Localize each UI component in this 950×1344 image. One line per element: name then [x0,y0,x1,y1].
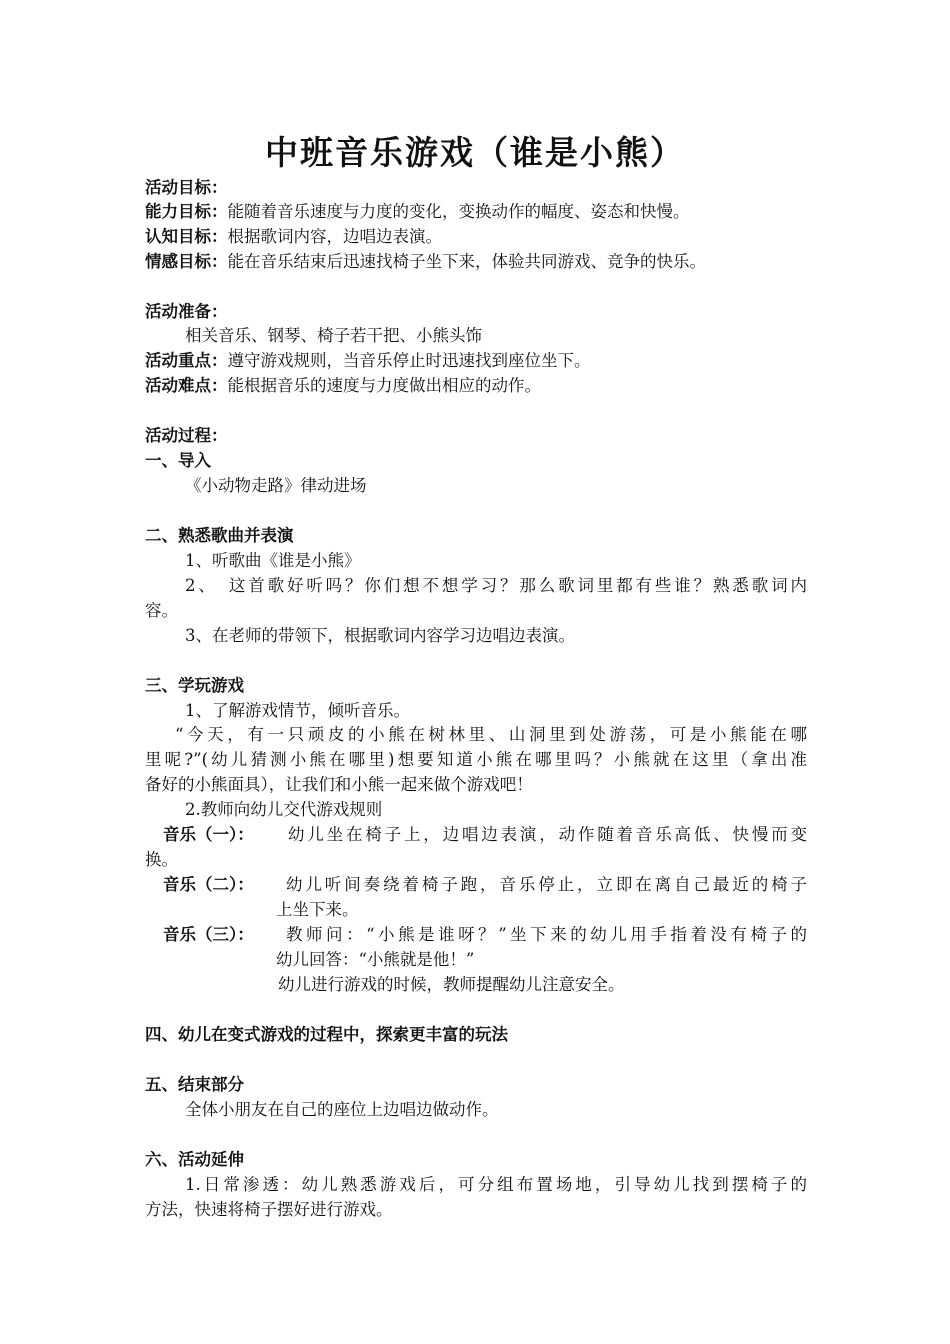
process-heading: 活动过程： [145,426,228,445]
section-2-heading: 二、熟悉歌曲并表演 [145,526,294,545]
difficulty-point [145,374,807,398]
story-line-3: 备好的小熊面具），让我们和小熊一起来做个游戏吧！ [145,775,533,794]
section-2-item-3: 3、在老师的带领下，根据歌词内容学习边唱边表演。 [185,626,575,645]
section-1-text: 《小动物走路》律动进场 [185,476,367,495]
ability-goal-text: 能随着音乐速度与力度的变化，变换动作的幅度、姿态和快慢。 [227,202,690,221]
section-5-heading: 五、结束部分 [145,1075,244,1094]
ability-goal-label: 能力目标： [145,202,228,221]
section-4-heading: 四、幼儿在变式游戏的过程中，探索更丰富的玩法 [145,1025,508,1044]
music-2-text-line-1: 幼儿听间奏绕着椅子跑，音乐停止，立即在离自己最近的椅子 [286,875,807,894]
emotion-goal [145,250,807,274]
preparation-heading: 活动准备： [145,302,228,321]
section-2-item-1: 1、听歌曲《谁是小熊》 [185,551,361,570]
section-6-item-1-line-2: 方法，快速将椅子摆好进行游戏。 [145,1200,393,1219]
ability-goal [145,200,807,224]
difficulty-point-label: 活动难点： [145,376,228,395]
key-point [145,349,807,373]
music-1-label: 音乐（一）： [163,825,254,844]
section-2-item-2-line-1: 2、 这首歌好听吗？你们想不想学习？那么歌词里都有些谁？熟悉歌词内 [185,576,807,595]
music-3-text-line-3: 幼儿进行游戏的时候，教师提醒幼儿注意安全。 [278,975,625,994]
cognition-goal [145,225,807,249]
music-3-label: 音乐（三）： [163,925,254,944]
music-1-text-line-2: 换。 [145,850,178,869]
key-point-text: 遵守游戏规则，当音乐停止时迅速找到座位坐下。 [227,351,591,370]
document-title: 中班音乐游戏（谁是小熊） [265,133,685,172]
music-2-label: 音乐（二）： [163,875,254,894]
section-3-item-2: 2.教师向幼儿交代游戏规则 [185,800,383,819]
section-3-item-1: 1、了解游戏情节，倾听音乐。 [185,701,410,720]
cognition-goal-text: 根据歌词内容，边唱边表演。 [227,227,442,246]
cognition-goal-label: 认知目标： [145,227,228,246]
section-6-item-1-line-1: 1.日常渗透：幼儿熟悉游戏后，可分组布置场地，引导幼儿找到摆椅子的 [185,1175,807,1194]
section-1-heading: 一、导入 [145,451,211,470]
emotion-goal-label: 情感目标： [145,252,228,271]
section-2-item-2-line-2: 容。 [145,601,178,620]
section-3-heading: 三、学玩游戏 [145,676,244,695]
key-point-label: 活动重点： [145,351,228,370]
goals-heading: 活动目标： [145,178,228,197]
music-3-text-line-2: 幼儿回答：“小熊就是他！” [276,950,475,969]
section-5-text: 全体小朋友在自己的座位上边唱边做动作。 [185,1100,499,1119]
music-2-text-line-2: 上坐下来。 [276,900,359,919]
difficulty-point-text: 能根据音乐的速度与力度做出相应的动作。 [227,376,541,395]
story-line-2: 里呢?”(幼儿猜测小熊在哪里)想要知道小熊在哪里吗？小熊就在这里（拿出准 [145,750,807,769]
preparation-text: 相关音乐、钢琴、椅子若干把、小熊头饰 [185,326,482,345]
music-1-text-line-1: 幼儿坐在椅子上，边唱边表演，动作随着音乐高低、快慢而变 [288,825,807,844]
section-6-heading: 六、活动延伸 [145,1150,244,1169]
emotion-goal-text: 能在音乐结束后迅速找椅子坐下来，体验共同游戏、竞争的快乐。 [227,252,706,271]
story-line-1: “今天，有一只顽皮的小熊在树林里、山洞里到处游荡，可是小熊能在哪 [175,725,807,744]
music-3-text-line-1: 教师问：“小熊是谁呀？”坐下来的幼儿用手指着没有椅子的 [286,925,807,944]
